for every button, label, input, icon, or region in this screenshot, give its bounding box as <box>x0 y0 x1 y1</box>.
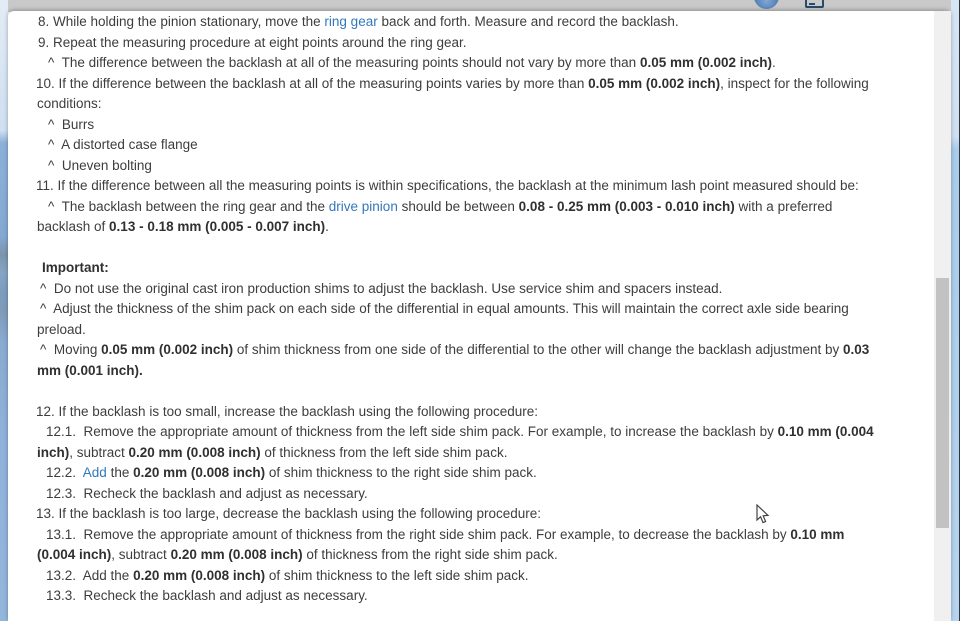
text-run: 12. If the backlash is too small, increase the backlash using the following procedure: <box>36 403 539 419</box>
text-line <box>48 53 934 74</box>
text-run: backlash of <box>37 219 110 234</box>
text-run: 9. Repeat the measuring procedure at eight points around the ring gear. <box>38 34 467 50</box>
vertical-scrollbar[interactable] <box>934 11 951 621</box>
bold-value: 0.08 - 0.25 mm (0.003 - 0.010 inch) <box>518 198 735 214</box>
content-panel <box>8 11 951 621</box>
text-line <box>37 443 934 464</box>
text-run: with a preferred <box>734 198 833 214</box>
bold-value: 0.20 mm (0.008 inch) <box>133 465 266 480</box>
text-line <box>37 361 934 382</box>
text-run: of thickness from the right side shim pack. <box>302 547 558 562</box>
text-line <box>37 545 934 566</box>
text-run: 11. If the difference between all the measuring points is within specifications, the backlash at the minimum lash point measured should be: <box>36 178 859 193</box>
text-line <box>48 115 934 136</box>
bold-value: inch) <box>37 444 70 460</box>
text-run: ^ Adjust the thickness of the shim pack on each side of the differential in equal amounts. This will maintain the correct axle side bearing <box>40 301 849 316</box>
bold-value: 0.13 - 0.18 mm (0.005 - 0.007 inch) <box>109 219 326 234</box>
text-line <box>36 74 934 95</box>
text-run: 13.3. Recheck the backlash and adjust as necessary. <box>46 588 368 603</box>
text-line <box>46 422 934 443</box>
hyperlink[interactable]: Add <box>82 465 107 480</box>
text-run: 13.2. Add the <box>46 567 134 583</box>
text-line <box>46 525 934 546</box>
text-line <box>40 279 934 300</box>
bold-value: 0.20 mm (0.008 inch) <box>133 567 266 583</box>
text-run: ^ Do not use the original cast iron production shims to adjust the backlash. Use service shim and spacers instead. <box>40 280 723 296</box>
bold-value: 0.10 mm (0.004 <box>777 424 874 439</box>
text-run: 10. If the difference between the backlash at all of the measuring points varies by more than <box>36 75 589 91</box>
text-line <box>37 320 934 341</box>
text-line <box>48 135 934 156</box>
procedure-text <box>8 11 934 607</box>
bold-value: 0.20 mm (0.008 inch) <box>170 547 303 562</box>
text-line <box>48 197 934 218</box>
text-run: ^ A distorted case flange <box>48 137 198 152</box>
mouse-cursor <box>756 504 770 525</box>
text-run: preload. <box>37 321 86 337</box>
bold-value: 0.20 mm (0.008 inch) <box>128 444 261 460</box>
scrollbar-thumb[interactable] <box>936 278 949 528</box>
text-line <box>46 463 934 484</box>
text-line <box>36 176 934 197</box>
text-run: 12.2. <box>46 465 83 480</box>
text-line <box>40 340 934 361</box>
bold-value: 0.05 mm (0.002 inch) <box>588 75 721 91</box>
text-run: 12.3. Recheck the backlash and adjust as necessary. <box>46 485 368 501</box>
outline-toolbar-icon[interactable] <box>805 0 824 8</box>
bold-value: 0.05 mm (0.002 inch) <box>639 55 772 70</box>
bold-value: mm (0.001 inch). <box>37 362 143 378</box>
text-line <box>37 217 934 238</box>
text-run: ^ Burrs <box>48 116 95 132</box>
text-line <box>38 33 934 54</box>
text-run: 13. If the backlash is too large, decrease the backlash using the following procedure: <box>36 506 542 521</box>
backdrop-right-strip <box>951 0 959 621</box>
text-run: of shim thickness to the left side shim pack. <box>265 567 529 583</box>
text-run: ^ The difference between the backlash at all of the measuring points should not vary by more than <box>48 55 640 70</box>
text-run: ^ Uneven bolting <box>48 157 152 173</box>
text-run: , subtract <box>111 547 171 562</box>
bold-value: (0.004 inch) <box>37 547 112 562</box>
text-line <box>48 156 934 177</box>
text-line <box>40 299 934 320</box>
text-line <box>36 504 934 525</box>
text-run: of thickness from the left side shim pack. <box>260 444 508 460</box>
text-run: , inspect for the following <box>720 75 869 91</box>
text-line <box>46 566 934 587</box>
text-line <box>36 402 934 423</box>
backdrop-left-strip <box>0 0 8 621</box>
text-line <box>38 12 934 33</box>
bold-value: Important: <box>42 260 109 275</box>
text-run: ^ The backlash between the ring gear and the <box>48 198 329 214</box>
text-run: 12.1. Remove the appropriate amount of thickness from the left side shim pack. For example, to increase the backlash by <box>46 424 778 439</box>
text-run: ^ Moving <box>40 342 102 357</box>
text-run: back and forth. Measure and record the backlash. <box>377 14 679 29</box>
hyperlink[interactable]: ring gear <box>324 14 378 29</box>
text-line <box>46 484 934 505</box>
text-run: 13.1. Remove the appropriate amount of thickness from the right side shim pack. For example, to decrease the backlash by <box>46 526 791 542</box>
text-line <box>37 94 934 115</box>
text-run: of shim thickness to the right side shim pack. <box>265 465 537 480</box>
text-run: conditions: <box>37 96 102 111</box>
hyperlink[interactable]: drive pinion <box>328 198 398 214</box>
text-run: . <box>325 219 329 234</box>
text-run: should be between <box>397 198 519 214</box>
bold-value: 0.05 mm (0.002 inch) <box>101 342 234 357</box>
text-run: of shim thickness from one side of the differential to the other will change the backlash adjustment by <box>233 342 844 357</box>
bold-value: 0.10 mm <box>790 526 845 542</box>
text-run: , subtract <box>69 444 129 460</box>
text-line <box>42 258 934 279</box>
text-run: . <box>772 55 776 70</box>
bold-value: 0.03 <box>843 342 870 357</box>
text-run: the <box>106 465 134 480</box>
text-line <box>46 586 934 607</box>
text-run: 8. While holding the pinion stationary, move the <box>38 14 325 29</box>
